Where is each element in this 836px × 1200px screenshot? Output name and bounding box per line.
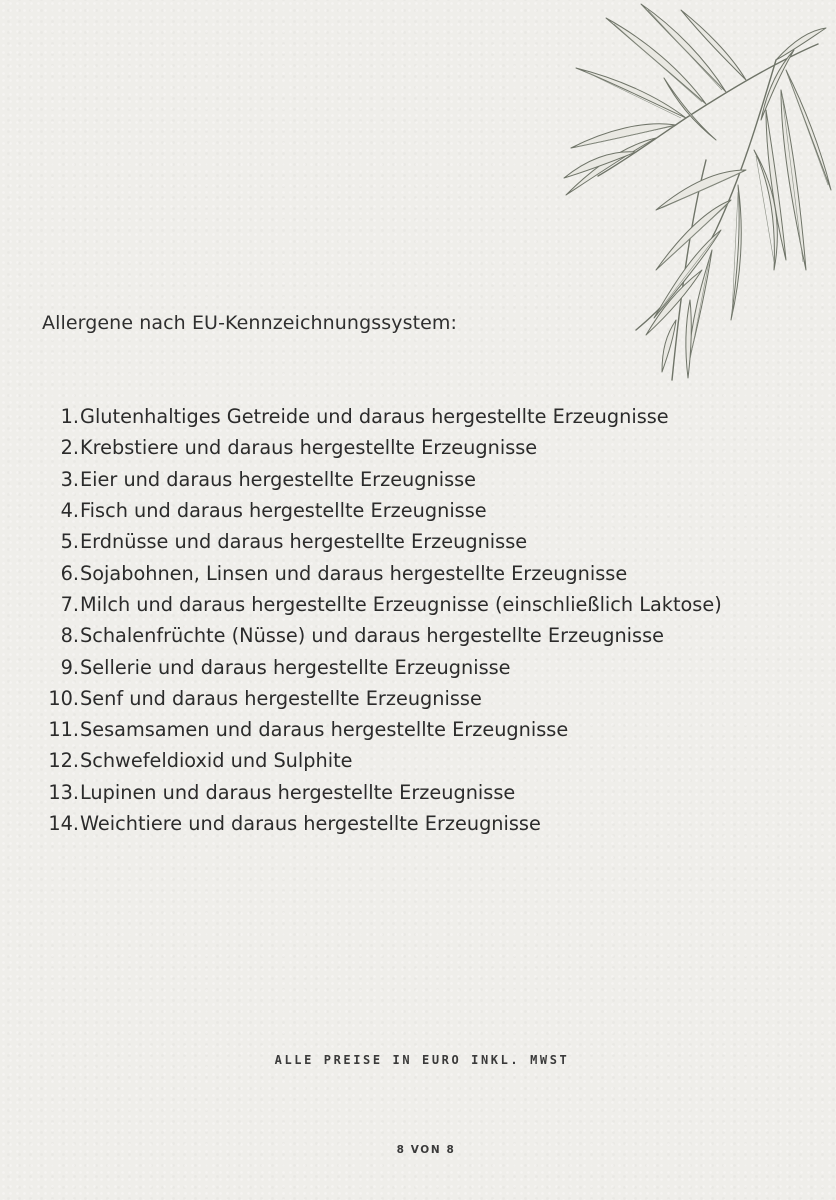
list-item-text: Schwefeldioxid und Sulphite <box>80 749 353 773</box>
list-item <box>0 557 722 588</box>
list-item-text: Sellerie und daraus hergestellte Erzeugnisse <box>80 655 511 679</box>
list-item-text: Erdnüsse und daraus hergestellte Erzeugnisse <box>80 530 528 554</box>
list-item-number: 13. <box>48 780 79 804</box>
list-item-number: 11. <box>48 718 79 742</box>
list-item-text: Sesamsamen und daraus hergestellte Erzeugnisse <box>80 718 569 742</box>
list-item <box>0 745 722 776</box>
list-item-number: 10. <box>48 686 79 710</box>
list-item-text: Eier und daraus hergestellte Erzeugnisse <box>80 467 477 491</box>
list-item-text: Sojabohnen, Linsen und daraus hergestellte Erzeugnisse <box>80 561 628 585</box>
list-item-text: Milch und daraus hergestellte Erzeugnisse (einschließlich Laktose) <box>80 592 722 616</box>
list-item-text: Schalenfrüchte (Nüsse) und daraus hergestellte Erzeugnisse <box>80 624 664 648</box>
list-item-number: 4. <box>60 499 79 523</box>
list-item-text: Krebstiere und daraus hergestellte Erzeugnisse <box>80 436 538 460</box>
list-item <box>0 683 722 714</box>
rosemary-branch-icon <box>476 0 836 390</box>
list-item <box>0 651 722 682</box>
list-item <box>0 401 722 432</box>
list-item-number: 1. <box>60 405 79 429</box>
page-number: 8 VON 8 <box>396 1144 456 1156</box>
list-item-text: Weichtiere und daraus hergestellte Erzeugnisse <box>80 812 541 835</box>
list-item <box>0 620 722 651</box>
list-item <box>0 432 722 463</box>
list-item-text: Lupinen und daraus hergestellte Erzeugnisse <box>80 780 516 804</box>
list-item-number: 2. <box>60 436 79 460</box>
list-item <box>0 589 722 620</box>
list-item-text: Senf und daraus hergestellte Erzeugnisse <box>80 686 482 710</box>
list-item <box>0 777 722 808</box>
list-item-number: 3. <box>60 467 79 491</box>
list-item-number: 9. <box>60 655 79 679</box>
list-item <box>0 808 722 839</box>
list-item <box>0 464 722 495</box>
list-item <box>0 714 722 745</box>
allergen-heading: Allergene nach EU-Kennzeichnungssystem: <box>42 312 458 334</box>
price-note: ALLE PREISE IN EURO INKL. MWST <box>274 1053 570 1067</box>
list-item-number: 8. <box>60 624 79 648</box>
list-item-number: 5. <box>60 530 79 554</box>
list-item-number: 14. <box>48 812 79 835</box>
list-item-text: Fisch und daraus hergestellte Erzeugnisse <box>80 499 487 523</box>
list-item-number: 7. <box>60 592 79 616</box>
list-item-number: 12. <box>48 749 79 773</box>
list-item-text: Glutenhaltiges Getreide und daraus hergestellte Erzeugnisse <box>80 405 669 429</box>
allergen-list <box>0 401 722 839</box>
list-item <box>0 495 722 526</box>
list-item <box>0 526 722 557</box>
list-item-number: 6. <box>60 561 79 585</box>
